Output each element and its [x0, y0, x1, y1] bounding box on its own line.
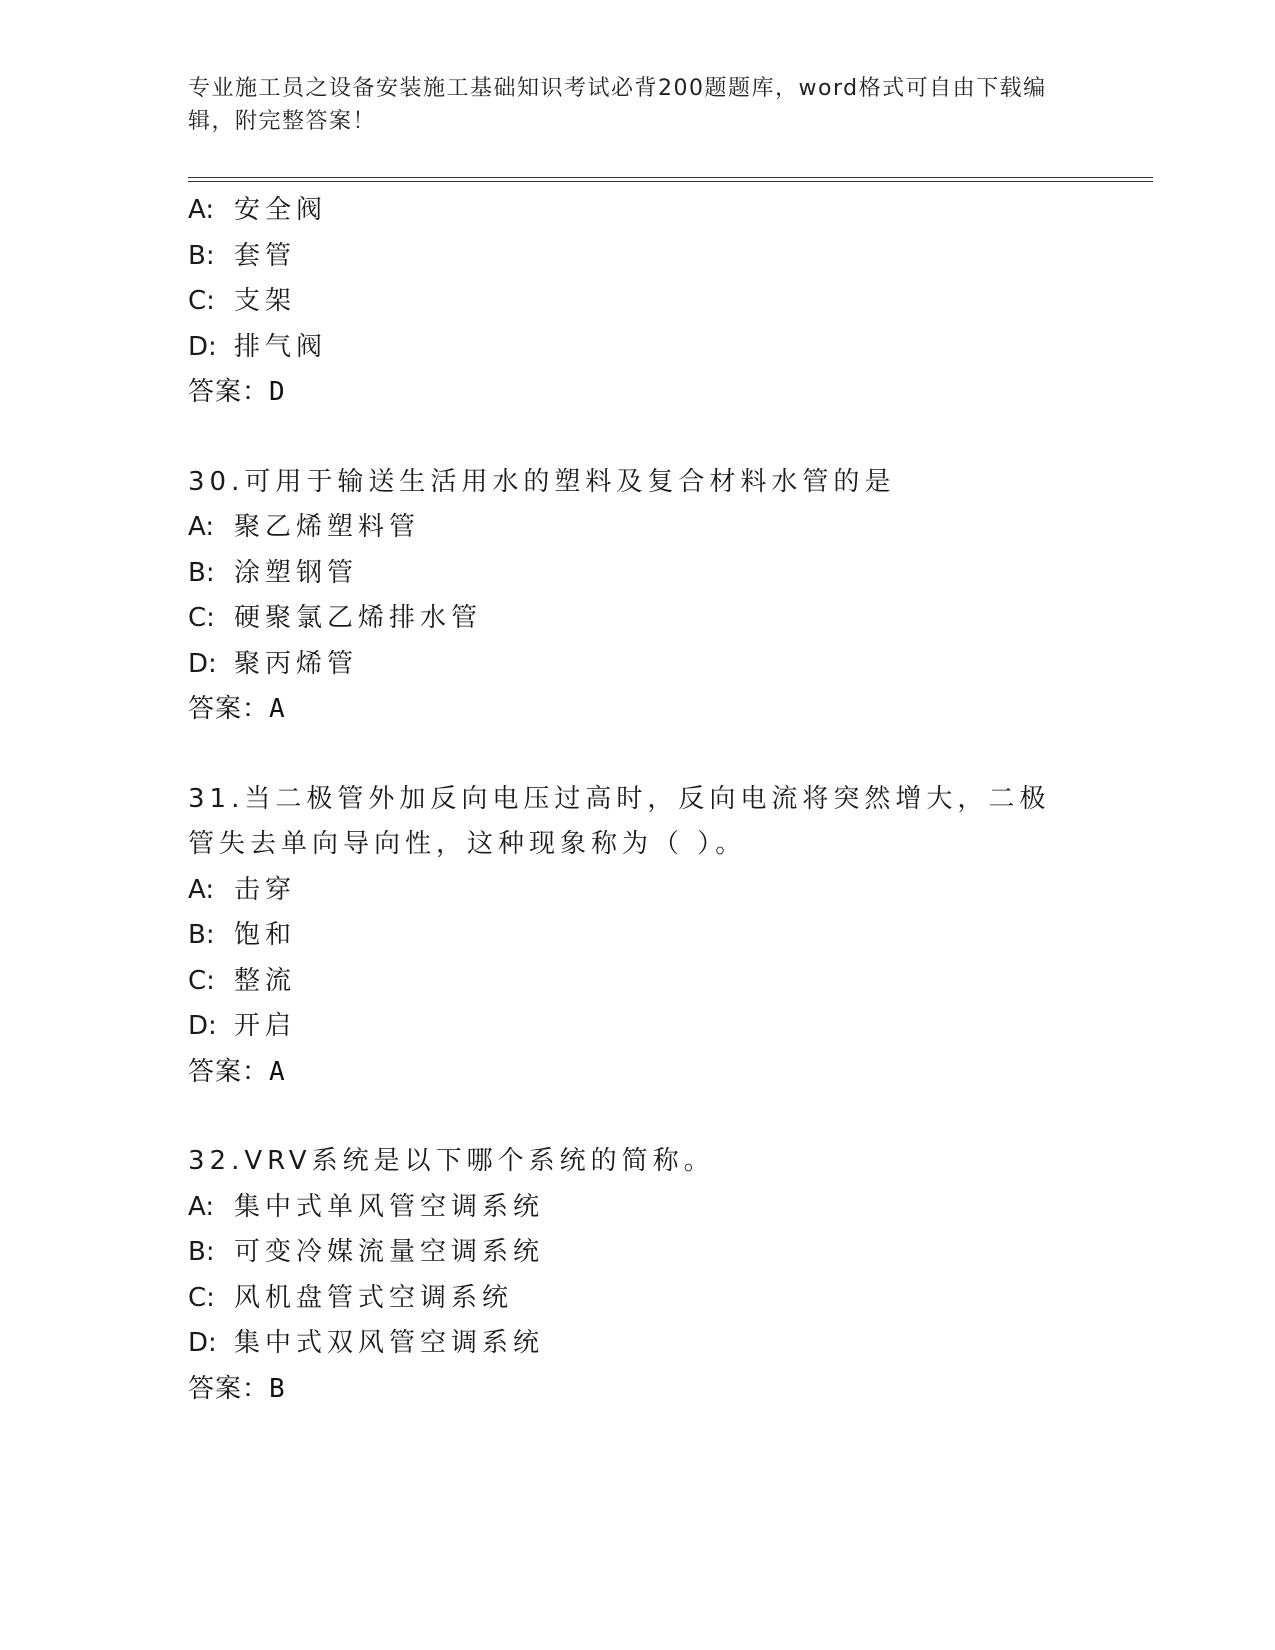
answer-line [188, 1050, 1078, 1096]
option-b [188, 913, 1078, 959]
answer-label: 答案： [188, 1056, 270, 1087]
spacer [188, 733, 1078, 777]
option-label: A: [188, 1191, 215, 1222]
question-30 [188, 460, 1078, 733]
option-text: 聚乙烯塑料管 [234, 512, 421, 542]
document-header: 专业施工员之设备安装施工基础知识考试必背200题题库，word格式可自由下载编辑，附完整答案！ [188, 76, 1047, 134]
option-c [188, 279, 1078, 325]
option-a [188, 1185, 1078, 1231]
option-c [188, 1276, 1078, 1322]
option-text: 击穿 [234, 874, 297, 905]
answer-line [188, 1367, 1078, 1413]
option-text: 排气阀 [234, 331, 328, 362]
option-c [188, 596, 1078, 642]
option-text: 聚丙烯管 [234, 648, 359, 679]
option-text: 集中式双风管空调系统 [234, 1328, 545, 1358]
option-text: 套管 [234, 240, 297, 271]
option-a [188, 188, 1078, 234]
question-stem: 31.当二极管外加反向电压过高时，反向电流将突然增大，二极管失去单向导向性，这种现象称为（ ）。 [188, 783, 1051, 859]
header-divider [188, 177, 1153, 178]
option-d [188, 1321, 1078, 1367]
option-label: D: [188, 331, 217, 362]
option-label: C: [188, 286, 215, 316]
option-text: 可变冷媒流量空调系统 [234, 1237, 545, 1267]
option-b [188, 234, 1078, 280]
question-31 [188, 777, 1078, 1096]
answer-label: 答案： [188, 1373, 270, 1404]
answer-line [188, 687, 1078, 733]
option-b [188, 1230, 1078, 1276]
question-continued [188, 188, 1078, 416]
answer-line [188, 370, 1078, 416]
option-text: 风机盘管式空调系统 [234, 1282, 514, 1313]
option-label: B: [188, 920, 215, 950]
option-text: 开启 [234, 1011, 297, 1041]
question-32 [188, 1139, 1078, 1412]
question-list [188, 188, 1078, 1412]
option-label: C: [188, 603, 215, 633]
answer-label: 答案： [188, 694, 270, 724]
option-label: B: [188, 557, 215, 588]
option-d [188, 1004, 1078, 1050]
option-label: D: [188, 1011, 217, 1041]
answer-value: B [269, 1373, 285, 1404]
option-b [188, 551, 1078, 597]
option-label: D: [188, 648, 217, 679]
answer-label: 答案： [188, 377, 270, 407]
option-d [188, 642, 1078, 688]
option-label: A: [188, 195, 215, 225]
option-label: B: [188, 240, 215, 271]
option-a [188, 868, 1078, 914]
option-label: D: [188, 1328, 217, 1358]
option-d [188, 325, 1078, 371]
spacer [188, 1095, 1078, 1139]
option-a [188, 505, 1078, 551]
option-label: B: [188, 1237, 215, 1267]
option-label: A: [188, 512, 215, 542]
option-text: 整流 [234, 965, 297, 996]
option-label: C: [188, 1282, 215, 1313]
answer-value: D [269, 377, 285, 407]
option-text: 集中式单风管空调系统 [234, 1191, 545, 1222]
option-label: C: [188, 965, 215, 996]
option-text: 饱和 [234, 920, 297, 950]
option-text: 涂塑钢管 [234, 557, 359, 588]
answer-value: A [269, 694, 285, 724]
option-c [188, 959, 1078, 1005]
question-stem: 30.可用于输送生活用水的塑料及复合材料水管的是 [188, 466, 896, 497]
spacer [188, 416, 1078, 460]
option-text: 安全阀 [234, 195, 328, 225]
answer-value: A [269, 1056, 285, 1087]
option-text: 支架 [234, 286, 297, 316]
question-stem: 32.VRV系统是以下哪个系统的简称。 [188, 1146, 715, 1176]
option-label: A: [188, 874, 215, 905]
option-text: 硬聚氯乙烯排水管 [234, 603, 483, 633]
